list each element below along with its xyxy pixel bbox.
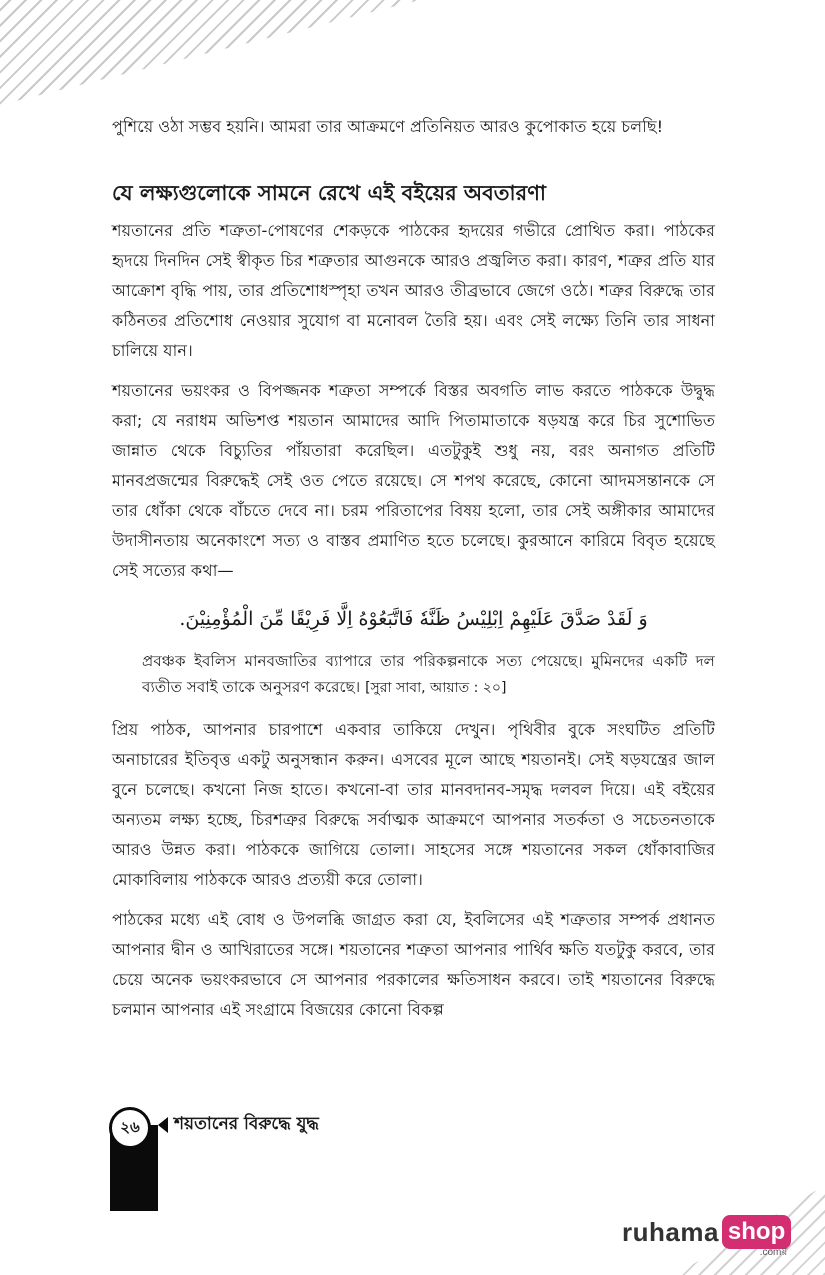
translation-text: প্রবঞ্চক ইবলিস মানবজাতির ব্যাপারে তার পরিকল্পনাকে সত্য পেয়েছে। মুমিনদের একটি দল ব্যতীত সবাই তাকে অনুসরণ করেছে। [142,652,715,696]
paragraph: পাঠকের মধ্যে এই বোধ ও উপলব্ধি জাগ্রত করা যে, ইবলিসের এই শত্রুতার সম্পর্ক প্রধানত আপনার দ্বীন ও আখিরাতের সঙ্গে। শয়তানের শত্রুতা আপনার পার্থিব ক্ষতি যতটুকু করবে, তার চেয়ে অনেক ভয়ংকরভাবে সে আপনার পরকালের ক্ষতিসাধন করবে। তাই শয়তানের বিরুদ্ধে চলমান আপনার এই সংগ্রামে বিজয়ের কোনো বিকল্প [112,910,715,1019]
paragraph: পুশিয়ে ওঠা সম্ভব হয়নি। আমরা তার আক্রমণে প্রতিনিয়ত আরও কুপোকাত হয়ে চলছি! [112,117,664,136]
paragraph: প্রিয় পাঠক, আপনার চারপাশে একবার তাকিয়ে দেখুন। পৃথিবীর বুকে সংঘটিত প্রতিটি অনাচারের ইতিবৃত্ত একটু অনুসন্ধান করুন। এসবের মূলে আছে শয়তানই। সেই ষড়যন্ত্রের জাল বুনে চলেছে। কখনো নিজ হাতে। কখনো-বা তার মানবদানব-সমৃদ্ধ দলবল দিয়ে। এই বইয়ের অন্যতম লক্ষ্য হচ্ছে, চিরশত্রুর বিরুদ্ধে সর্বাত্মক আক্রমণে আপনার সতর্কতা ও সচেতনতাকে আরও উন্নত করা। পাঠককে জাগিয়ে তোলা। সাহসের সঙ্গে শয়তানের সকল ধোঁকাবাজির মোকাবিলায় পাঠককে আরও প্রত্যয়ী করে তোলা। [112,720,715,889]
arabic-verse: وَ لَقَدْ صَدَّقَ عَلَيْهِمْ اِبْلِيْسُ ظَنَّهٗ فَاتَّبَعُوْهُ اِلَّا فَرِيْقًا مِّنَ الْمُؤْمِنِيْنَ. [179,608,648,630]
page-number: ২৬ [109,1107,151,1149]
running-footer-title: শয়তানের বিরুদ্ধে যুদ্ধ [174,1114,319,1134]
logo-text: ruhama [622,1216,719,1247]
page-content [112,112,715,1035]
verse-translation [142,648,715,701]
verse-reference: [সুরা সাবা, আয়াত : ২০] [365,680,507,696]
triangle-left-icon [158,1117,168,1133]
logo-suffix: .comয় [759,1247,788,1258]
paragraph: শয়তানের প্রতি শত্রুতা-পোষণের শেকড়কে পাঠকের হৃদয়ের গভীরে প্রোথিত করা। পাঠকের হৃদয়ে দিনদিন সেই স্বীকৃত চির শত্রুতার আগুনকে আরও প্রজ্বলিত করা। কারণ, শত্রুর প্রতি যার আক্রোশ বৃদ্ধি পায়, তার প্রতিশোধস্পৃহা তখন আরও তীব্রভাবে জেগে ওঠে। শত্রুর বিরুদ্ধে তার কঠিনতর প্রতিশোধ নেওয়ার সুযোগ বা মনোবল তৈরি হয়। এবং সেই লক্ষ্যে তিনি তার সাধনা চালিয়ে যান। [112,221,715,360]
ruhamashop-logo [622,1212,791,1258]
logo-shop-badge: shop [722,1215,791,1249]
corner-hatch-decoration [0,0,420,105]
paragraph: শয়তানের ভয়ংকর ও বিপজ্জনক শত্রুতা সম্পর্কে বিস্তর অবগতি লাভ করতে পাঠককে উদ্বুদ্ধ করা; যে নরাধম অভিশপ্ত শয়তান আমাদের আদি পিতামাতাকে ষড়যন্ত্র করে চির সুশোভিত জান্নাত থেকে বিচ্যুতির পাঁয়তারা করেছিল। এতটুকুই শুধু নয়, বরং অনাগত প্রতিটি মানবপ্রজন্মের বিরুদ্ধেই সেই ওত পেতে রয়েছে। সে শপথ করেছে, কোনো আদমসন্তানকে সে তার ধোঁকা থেকে বাঁচতে দেবে না। চরম পরিতাপের বিষয় হলো, তার সেই অঙ্গীকার আমাদের উদাসীনতায় অনেকাংশে সত্য ও বাস্তব প্রমাণিত হতে চলেছে। কুরআনে কারিমে বিবৃত হয়েছে সেই সত্যের কথা— [112,381,715,580]
section-heading: যে লক্ষ্যগুলোকে সামনে রেখে এই বইয়ের অবতারণা [112,181,546,205]
